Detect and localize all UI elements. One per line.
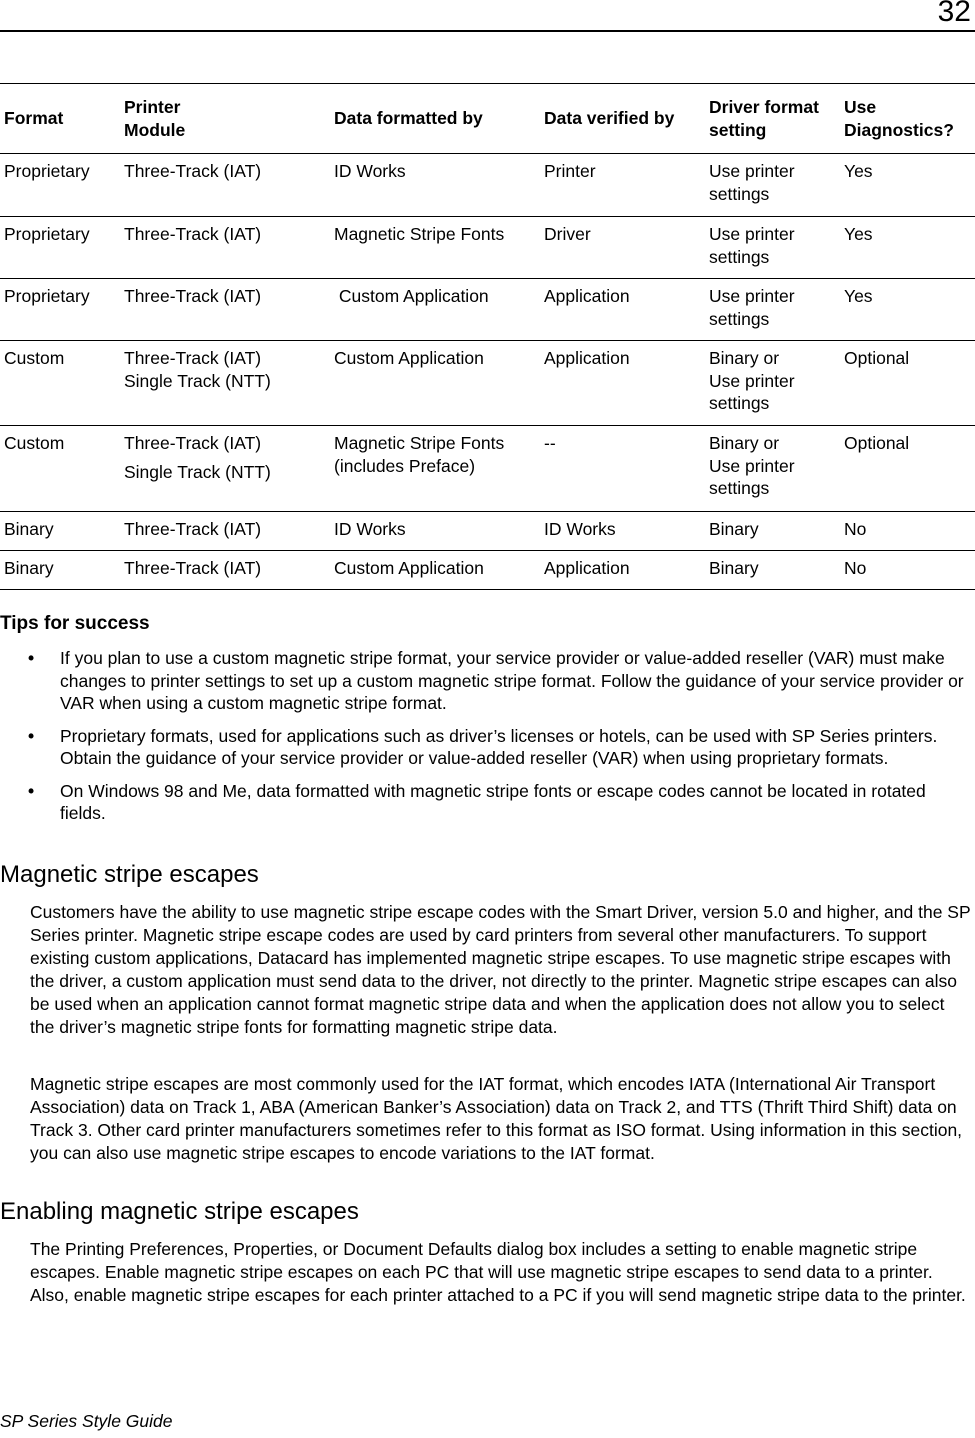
- cell-line: Use printer: [709, 286, 795, 306]
- escapes-paragraph-2: Magnetic stripe escapes are most commonly used for the IAT format, which encodes IATA (International Air Transport Association) data on Track 1, ABA (American Banker’s Association) data on Track 2, and TTS (Thrift Third Shift) data on Track 3. Other card printer manufacturers sometimes refer to this format as ISO format. Using information in this section, you can also use magnetic stripe escapes to encode variations to the IAT format.: [30, 1074, 963, 1163]
- cell-line: settings: [709, 308, 770, 329]
- cell-setting: [705, 341, 840, 426]
- header-diagnostics-line: Diagnostics?: [844, 119, 954, 140]
- header-verified-by: Data verified by: [544, 108, 675, 129]
- header-format: Format: [4, 108, 64, 129]
- cell-module: [120, 551, 330, 590]
- cell-line: settings: [709, 393, 770, 413]
- cell-line: settings: [709, 183, 770, 204]
- cell-diagnostics: Yes: [844, 224, 873, 244]
- table-row: [0, 341, 975, 426]
- tips-list: [28, 647, 973, 835]
- cell-setting: [705, 217, 840, 279]
- cell-format: Custom: [4, 348, 65, 368]
- cell-module: [120, 426, 330, 512]
- cell-verified-by: --: [544, 433, 556, 453]
- cell-line: Single Track (NTT): [124, 370, 271, 391]
- cell-format: Proprietary: [4, 161, 90, 181]
- header-driver-setting-line: setting: [709, 119, 767, 140]
- header-printer-module-line: Module: [124, 119, 186, 140]
- header-diagnostics-line: Use: [844, 97, 877, 117]
- cell-line: Binary or: [709, 433, 780, 453]
- header-rule: [0, 30, 975, 32]
- cell-module: [120, 217, 330, 279]
- header-printer-module-line: Printer: [124, 97, 181, 117]
- cell-setting: [705, 279, 840, 341]
- cell-format: Binary: [4, 558, 54, 578]
- cell-module: [120, 279, 330, 341]
- cell-diagnostics: Optional: [844, 348, 910, 368]
- enabling-heading: Enabling magnetic stripe escapes: [0, 1198, 359, 1225]
- table-row: [0, 217, 975, 279]
- cell-line: Custom Application: [334, 558, 484, 578]
- table-row: [0, 279, 975, 341]
- cell-line: ID Works: [334, 161, 406, 181]
- cell-line: Three-Track (IAT): [124, 286, 262, 306]
- header-driver-setting-line: Driver format: [709, 97, 819, 117]
- table-header-row: [0, 84, 975, 154]
- cell-line: Use printer: [709, 224, 795, 244]
- cell-setting: [705, 154, 840, 217]
- header-diagnostics: [840, 84, 975, 154]
- cell-verified-by: Application: [544, 348, 630, 368]
- cell-diagnostics: Yes: [844, 286, 873, 306]
- cell-formatted-by: [330, 551, 540, 590]
- escapes-heading: Magnetic stripe escapes: [0, 861, 259, 888]
- tips-heading: Tips for success: [0, 613, 150, 634]
- table-row: [0, 426, 975, 512]
- tip-text: Proprietary formats, used for applications such as driver’s licenses or hotels, can be used with SP Series printers. Obtain the guidance of your service provider or value-added reseller (VAR) when using proprietary formats.: [60, 725, 938, 768]
- bullet-icon: •: [28, 648, 35, 668]
- cell-formatted-by: [330, 341, 540, 426]
- tip-text: On Windows 98 and Me, data formatted with magnetic stripe fonts or escape codes cannot be located in rotated fields.: [60, 780, 926, 823]
- tip-text: If you plan to use a custom magnetic stripe format, your service provider or value-added reseller (VAR) must make changes to printer settings to set up a custom magnetic stripe format. Follow the guidance of your service provider or VAR when using a custom magnetic stripe format.: [60, 648, 964, 713]
- cell-setting: [705, 551, 840, 590]
- cell-line: Three-Track (IAT): [124, 161, 262, 181]
- cell-module: [120, 154, 330, 217]
- cell-line: settings: [709, 246, 770, 267]
- cell-formatted-by: [330, 154, 540, 217]
- cell-format: Custom: [4, 433, 65, 453]
- bullet-icon: •: [28, 780, 35, 801]
- cell-diagnostics: No: [844, 558, 867, 578]
- cell-line: Magnetic Stripe Fonts: [334, 433, 505, 453]
- cell-line: Binary or: [709, 348, 780, 368]
- list-item: [28, 780, 973, 825]
- table-row: [0, 551, 975, 590]
- cell-line: ID Works: [334, 519, 406, 539]
- cell-verified-by: Application: [544, 558, 630, 578]
- cell-formatted-by: [330, 512, 540, 551]
- format-table: [0, 83, 975, 590]
- cell-line: Use printer: [709, 370, 795, 391]
- table-row: [0, 512, 975, 551]
- cell-verified-by: Driver: [544, 224, 591, 244]
- cell-verified-by: ID Works: [544, 519, 616, 539]
- cell-line: Binary: [709, 558, 759, 578]
- cell-formatted-by: [330, 279, 540, 341]
- table-row: [0, 154, 975, 217]
- cell-module: [120, 341, 330, 426]
- cell-line: Use printer: [709, 161, 795, 181]
- cell-line: Use printer: [709, 455, 795, 476]
- cell-module: [120, 512, 330, 551]
- cell-setting: [705, 426, 840, 512]
- cell-verified-by: Application: [544, 286, 630, 306]
- cell-diagnostics: No: [844, 519, 867, 539]
- cell-diagnostics: Optional: [844, 433, 910, 453]
- cell-line: Three-Track (IAT): [124, 433, 262, 453]
- cell-line: Magnetic Stripe Fonts: [334, 224, 505, 244]
- cell-format: Proprietary: [4, 286, 90, 306]
- cell-formatted-by: [330, 217, 540, 279]
- cell-line: Custom Application: [334, 348, 484, 368]
- escapes-paragraph-1: Customers have the ability to use magnetic stripe escape codes with the Smart Driver, version 5.0 and higher, and the SP Series printer. Magnetic stripe escape codes are used by card printers from several other manufacturers. To support existing custom applications, Datacard has implemented magnetic stripe escapes. To use magnetic stripe escapes with the driver, a custom application must send data to the driver, not directly to the printer. Magnetic stripe escapes can also be used when an application cannot format magnetic stripe data and when the application does not allow you to select the driver’s magnetic stripe fonts for formatting magnetic stripe data.: [30, 902, 971, 1037]
- header-printer-module: [120, 84, 330, 154]
- header-driver-setting: [705, 84, 840, 154]
- cell-line: settings: [709, 478, 770, 498]
- cell-line: Single Track (NTT): [124, 461, 271, 482]
- cell-line: Three-Track (IAT): [124, 519, 262, 539]
- cell-verified-by: Printer: [544, 161, 596, 181]
- bullet-icon: •: [28, 725, 35, 746]
- page-number: 32: [937, 0, 971, 28]
- cell-format: Proprietary: [4, 224, 90, 244]
- list-item: [28, 647, 973, 715]
- cell-line: Three-Track (IAT): [124, 558, 262, 578]
- cell-line: (includes Preface): [334, 455, 476, 476]
- footer-title: SP Series Style Guide: [0, 1411, 173, 1431]
- list-item: [28, 725, 973, 770]
- enabling-paragraph: The Printing Preferences, Properties, or Document Defaults dialog box includes a setting to enable magnetic stripe escapes. Enable magnetic stripe escapes on each PC that will use magnetic stripe escapes to send data to a printer. Also, enable magnetic stripe escapes for each printer attached to a PC if you will send magnetic stripe data to the printer.: [30, 1239, 966, 1305]
- cell-line: Three-Track (IAT): [124, 348, 262, 368]
- cell-setting: [705, 512, 840, 551]
- header-formatted-by: Data formatted by: [334, 108, 483, 129]
- cell-line: Binary: [709, 519, 759, 539]
- cell-line: Three-Track (IAT): [124, 224, 262, 244]
- cell-diagnostics: Yes: [844, 161, 873, 181]
- cell-format: Binary: [4, 519, 54, 539]
- cell-line: Custom Application: [334, 286, 489, 306]
- cell-formatted-by: [330, 426, 540, 512]
